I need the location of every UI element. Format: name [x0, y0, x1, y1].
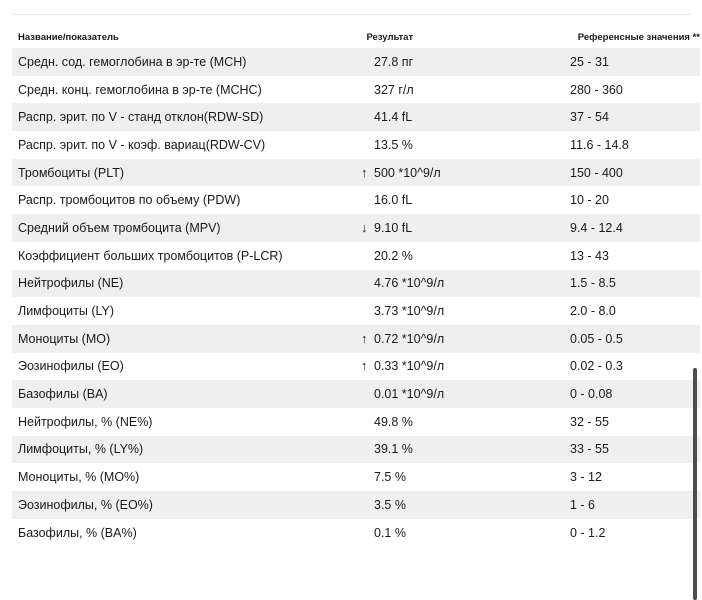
- result-cell: [354, 249, 560, 263]
- result-value: 0.01 *10^9/л: [374, 387, 445, 402]
- reference-range: 32 - 55: [570, 414, 609, 429]
- table-row: [12, 242, 700, 270]
- result-value: 3.73 *10^9/л: [374, 304, 445, 319]
- result-cell: [354, 193, 560, 207]
- result-container: [354, 276, 560, 290]
- table-row: [12, 491, 700, 519]
- result-container: [354, 498, 560, 512]
- arrow-up-icon: ↑: [361, 330, 368, 346]
- reference-range: 280 - 360: [570, 82, 623, 97]
- reference-range: 25 - 31: [570, 54, 609, 69]
- table-row: [12, 297, 700, 325]
- result-value: 16.0 fL: [374, 193, 413, 208]
- result-cell: [354, 83, 560, 97]
- result-cell: [354, 442, 560, 456]
- result-cell: [354, 138, 560, 152]
- reference-range: 0 - 0.08: [570, 387, 613, 402]
- table-row: [12, 270, 700, 298]
- test-name: Распр. эрит. по V - станд отклон(RDW-SD): [18, 110, 264, 125]
- result-value: 9.10 fL: [374, 220, 413, 235]
- result-container: [354, 332, 560, 346]
- result-cell: [354, 304, 560, 318]
- test-name: Распр. тромбоцитов по объему (PDW): [18, 193, 241, 208]
- reference-range: 1.5 - 8.5: [570, 276, 616, 291]
- test-name: Лимфоциты (LY): [18, 304, 115, 319]
- result-cell: [354, 332, 560, 346]
- reference-range: 2.0 - 8.0: [570, 304, 616, 319]
- result-cell: [354, 498, 560, 512]
- table-row: [12, 48, 700, 76]
- result-value: 0.1 %: [374, 525, 406, 540]
- result-cell: [354, 415, 560, 429]
- result-container: [354, 442, 560, 456]
- test-name: Нейтрофилы (NE): [18, 276, 124, 291]
- table-row: [12, 214, 700, 242]
- test-name: Лимфоциты, % (LY%): [18, 442, 144, 457]
- header-result: Результат: [366, 31, 414, 43]
- reference-range: 0.05 - 0.5: [570, 331, 623, 346]
- result-value: 500 *10^9/л: [374, 165, 441, 180]
- test-name: Распр. эрит. по V - коэф. вариац(RDW-CV): [18, 137, 266, 152]
- top-divider: [12, 14, 690, 15]
- reference-range: 0 - 1.2: [570, 525, 606, 540]
- test-name: Средн. сод. гемоглобина в эр-те (MCH): [18, 54, 247, 69]
- table-row: [12, 131, 700, 159]
- result-value: 20.2 %: [374, 248, 413, 263]
- table-row: [12, 103, 700, 131]
- result-container: [354, 221, 560, 235]
- test-name: Базофилы, % (BA%): [18, 525, 137, 540]
- result-container: [354, 526, 560, 540]
- header-name: Название/показатель: [18, 31, 119, 43]
- table-row: [12, 436, 700, 464]
- result-cell: [354, 359, 560, 373]
- test-name: Моноциты, % (MO%): [18, 470, 140, 485]
- result-container: [354, 359, 560, 373]
- result-cell: [354, 110, 560, 124]
- result-container: [354, 415, 560, 429]
- result-value: 3.5 %: [374, 497, 406, 512]
- result-value: 0.72 *10^9/л: [374, 331, 445, 346]
- table-body: [12, 48, 700, 546]
- table-header: [12, 26, 700, 48]
- reference-range: 33 - 55: [570, 442, 609, 457]
- arrow-up-icon: ↑: [361, 358, 368, 374]
- table-row: [12, 408, 700, 436]
- test-name: Эозинофилы, % (EO%): [18, 497, 153, 512]
- reference-range: 10 - 20: [570, 193, 609, 208]
- reference-range: 13 - 43: [570, 248, 609, 263]
- result-container: [354, 110, 560, 124]
- results-table: [12, 26, 700, 546]
- arrow-down-icon: ↓: [361, 219, 368, 235]
- result-value: 7.5 %: [374, 470, 406, 485]
- result-value: 4.76 *10^9/л: [374, 276, 445, 291]
- table-row: [12, 353, 700, 381]
- result-cell: [354, 387, 560, 401]
- test-name: Средн. конц. гемоглобина в эр-те (MCHC): [18, 82, 262, 97]
- result-value: 0.33 *10^9/л: [374, 359, 445, 374]
- table-row: [12, 463, 700, 491]
- result-container: [354, 470, 560, 484]
- table-row: [12, 519, 700, 547]
- table-row: [12, 159, 700, 187]
- result-value: 13.5 %: [374, 137, 413, 152]
- result-cell: [354, 166, 560, 180]
- reference-range: 150 - 400: [570, 165, 623, 180]
- test-name: Коэффициент больших тромбоцитов (P-LCR): [18, 248, 283, 263]
- table-row: [12, 325, 700, 353]
- reference-range: 1 - 6: [570, 497, 596, 512]
- result-cell: [354, 526, 560, 540]
- reference-range: 37 - 54: [570, 110, 609, 125]
- result-cell: [354, 276, 560, 290]
- result-container: [354, 55, 560, 69]
- table-row: [12, 186, 700, 214]
- test-name: Эозинофилы (EO): [18, 359, 124, 374]
- result-cell: [354, 55, 560, 69]
- reference-range: 11.6 - 14.8: [570, 137, 629, 152]
- table-row: [12, 76, 700, 104]
- result-value: 27.8 пг: [374, 54, 414, 69]
- result-value: 327 г/л: [374, 82, 414, 97]
- result-container: [354, 83, 560, 97]
- arrow-up-icon: ↑: [361, 164, 368, 180]
- scrollbar-thumb[interactable]: [693, 368, 697, 600]
- test-name: Средний объем тромбоцита (MPV): [18, 220, 221, 235]
- reference-range: 9.4 - 12.4: [570, 220, 623, 235]
- result-cell: [354, 470, 560, 484]
- result-value: 49.8 %: [374, 414, 413, 429]
- result-container: [354, 387, 560, 401]
- test-name: Базофилы (BA): [18, 387, 108, 402]
- header-reference: Референсные значения **: [577, 31, 700, 43]
- result-value: 39.1 %: [374, 442, 413, 457]
- table-row: [12, 380, 700, 408]
- result-container: [354, 249, 560, 263]
- test-name: Нейтрофилы, % (NE%): [18, 414, 153, 429]
- reference-range: 3 - 12: [570, 470, 602, 485]
- test-name: Моноциты (MO): [18, 331, 111, 346]
- result-cell: [354, 221, 560, 235]
- reference-range: 0.02 - 0.3: [570, 359, 623, 374]
- result-container: [354, 166, 560, 180]
- result-container: [354, 304, 560, 318]
- result-value: 41.4 fL: [374, 110, 413, 125]
- result-container: [354, 193, 560, 207]
- result-container: [354, 138, 560, 152]
- test-name: Тромбоциты (PLT): [18, 165, 125, 180]
